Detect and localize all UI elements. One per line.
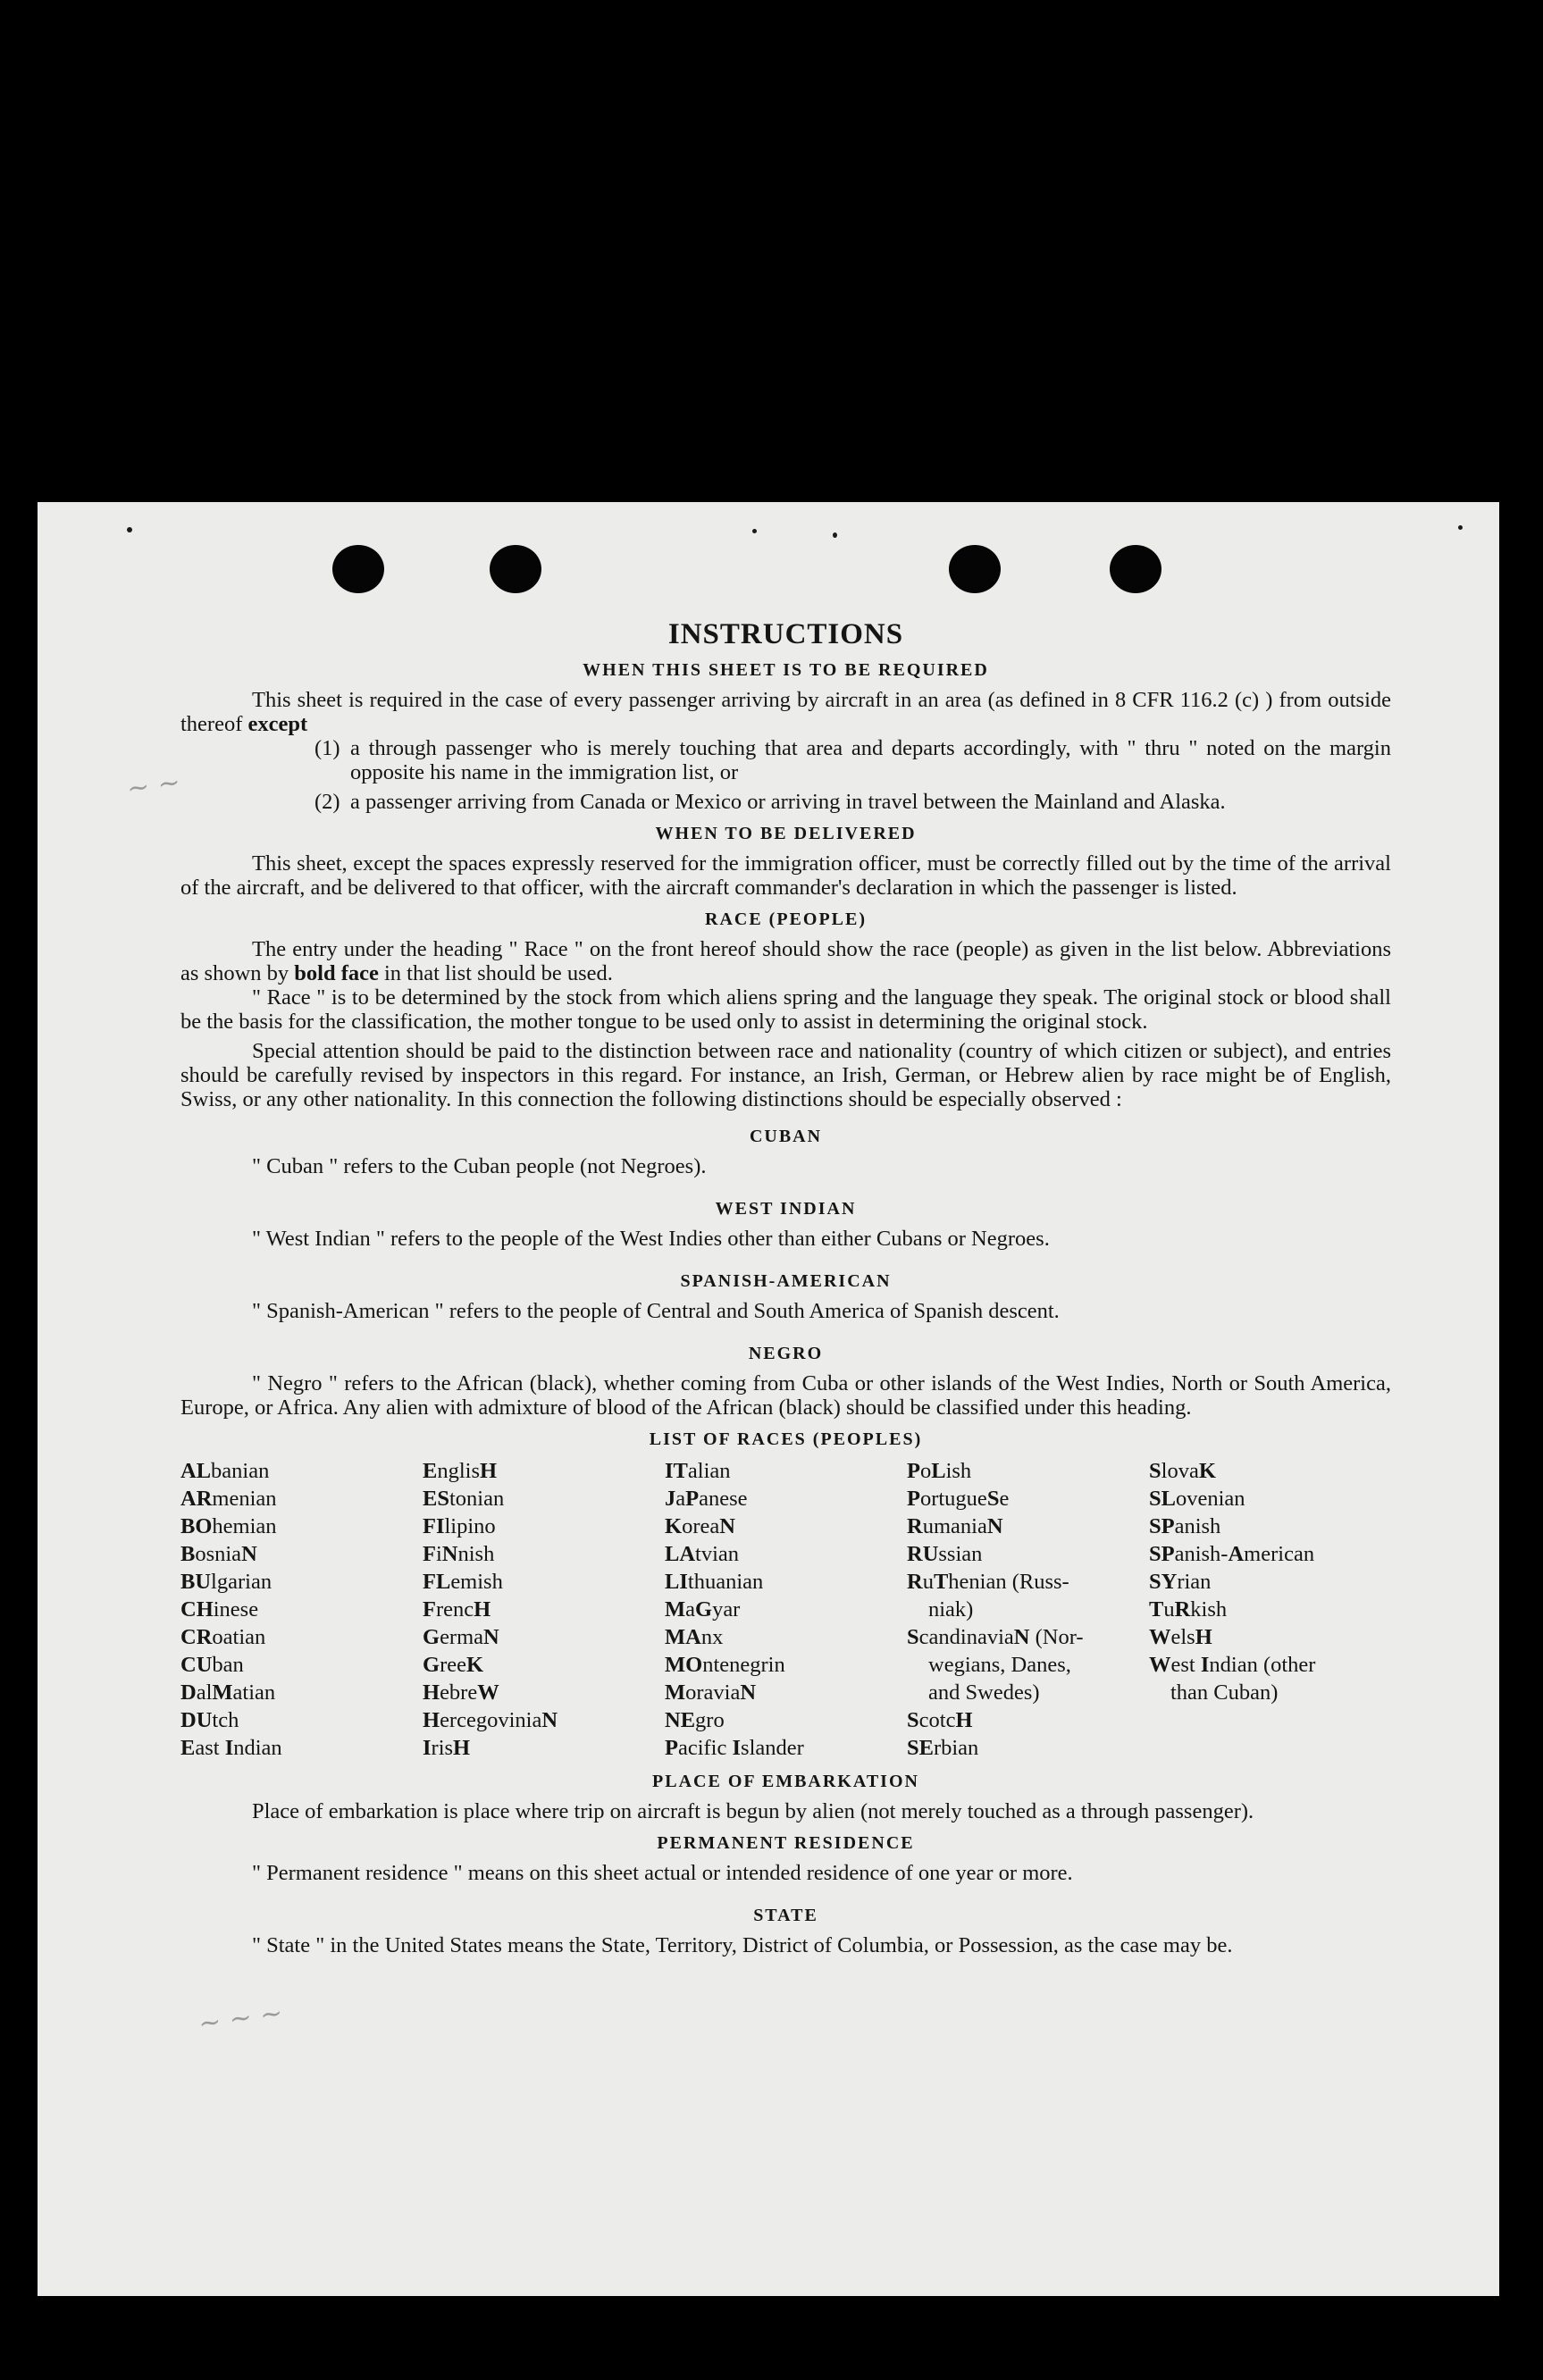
west-indian-text: " West Indian " refers to the people of the West Indies other than either Cubans or Negroes. [252, 1227, 1050, 1251]
race-entry: WelsH [1149, 1625, 1212, 1649]
race-entry-continuation: and Swedes) [928, 1680, 1040, 1705]
heading-cuban: CUBAN [749, 1127, 823, 1146]
heading-required: WHEN THIS SHEET IS TO BE REQUIRED [583, 660, 989, 680]
spanish-american-text: " Spanish-American " refers to the people of Central and South America of Spanish descent. [252, 1299, 1060, 1323]
race-entry: EnglisH [423, 1459, 498, 1483]
race-entry: RUssian [907, 1542, 983, 1566]
race-entry: RuThenian (Russ- [907, 1570, 1069, 1594]
race-entry-continuation: than Cuban) [1170, 1680, 1279, 1705]
embarkation-text: Place of embarkation is place where trip on aircraft is begun by alien (not merely touched as a through passenger). [252, 1799, 1254, 1823]
punch-hole [1110, 545, 1161, 593]
required-intro: This sheet is required in the case of every passenger arriving by aircraft in an area (as defined in 8 CFR 116.2 (c) ) from outside thereof except [180, 688, 1391, 736]
race-entry: CRoatian [180, 1625, 266, 1649]
race-entry: SErbian [907, 1736, 979, 1760]
race-entry-continuation: wegians, Danes, [928, 1653, 1071, 1677]
race-entry: DalMatian [180, 1680, 276, 1705]
instructions-body [180, 618, 1391, 1957]
page-title: INSTRUCTIONS [667, 618, 904, 650]
race-entry: East Indian [180, 1736, 282, 1760]
handwritten-margin-note: ~ ~ [124, 767, 182, 805]
race-entry: ARmenian [180, 1487, 277, 1511]
race-entry: ITalian [665, 1459, 731, 1483]
race-entry: KoreaN [665, 1514, 735, 1538]
races-list [180, 1457, 1391, 1762]
heading-spanish-american: SPANISH-AMERICAN [680, 1271, 892, 1291]
handwritten-margin-note: ~ ~ ~ [197, 1997, 285, 2041]
race-entry: GreeK [423, 1653, 484, 1677]
paper-sheet [38, 502, 1499, 2296]
race-entry: MaGyar [665, 1597, 741, 1622]
race-entry: IrisH [423, 1736, 471, 1760]
race-entry: FiNnish [423, 1542, 495, 1566]
race-entry: FrencH [423, 1597, 491, 1622]
race-entry: HebreW [423, 1680, 499, 1705]
race-entry: MoraviaN [665, 1680, 757, 1705]
race-entry: RumaniaN [907, 1514, 1003, 1538]
negro-text: " Negro " refers to the African (black), whether coming from Cuba or other islands of the West Indies, North or South America, Europe, or Africa. Any alien with admixture of blood of the African (black) should be classified under this heading. [180, 1371, 1391, 1420]
race-entry: SPanish [1149, 1514, 1221, 1538]
race-entry: BOhemian [180, 1514, 277, 1538]
race-entry: CHinese [180, 1597, 259, 1622]
race-entry: SPanish-American [1149, 1542, 1315, 1566]
race-entry-continuation: niak) [928, 1597, 974, 1622]
punch-hole [949, 545, 1001, 593]
dust-speck [127, 527, 132, 532]
race-paragraph-1: The entry under the heading " Race " on the front hereof should show the race (people) as given in the list below. Abbreviations as shown by bold face in that list should be used. [180, 937, 1391, 985]
race-entry: SYrian [1149, 1570, 1212, 1594]
race-entry: LIthuanian [665, 1570, 764, 1594]
heading-list-of-races: LIST OF RACES (PEOPLES) [649, 1429, 923, 1449]
races-column [907, 1457, 1149, 1762]
race-entry: FIlipino [423, 1514, 496, 1538]
heading-state: STATE [753, 1906, 818, 1925]
race-entry: DUtch [180, 1708, 239, 1732]
race-entry: SLovenian [1149, 1487, 1245, 1511]
state-text: " State " in the United States means the State, Territory, District of Columbia, or Possession, as the case may be. [252, 1933, 1233, 1957]
race-entry: LAtvian [665, 1542, 740, 1566]
dust-speck [752, 529, 757, 533]
heading-permanent-residence: PERMANENT RESIDENCE [657, 1833, 915, 1853]
race-entry: SlovaK [1149, 1459, 1216, 1483]
heading-race: RACE (PEOPLE) [705, 909, 867, 929]
race-entry: FLemish [423, 1570, 503, 1594]
cuban-text: " Cuban " refers to the Cuban people (not Negroes). [252, 1154, 707, 1178]
race-entry: NEgro [665, 1708, 725, 1732]
race-entry: BUlgarian [180, 1570, 273, 1594]
heading-embarkation: PLACE OF EMBARKATION [652, 1772, 919, 1791]
race-entry: EStonian [423, 1487, 505, 1511]
races-column [665, 1457, 907, 1762]
delivered-text: This sheet, except the spaces expressly reserved for the immigration officer, must be correctly filled out by the time of the arrival of the aircraft, and be delivered to that officer, with the aircraft commander's declaration in which the passenger is listed. [180, 851, 1391, 900]
race-entry: BosniaN [180, 1542, 257, 1566]
race-entry: CUban [180, 1653, 244, 1677]
heading-west-indian: WEST INDIAN [715, 1199, 857, 1219]
races-column [180, 1457, 423, 1762]
race-entry: Pacific Islander [665, 1736, 804, 1760]
exception-item-1: (1) a through passenger who is merely touching that area and departs accordingly, with " thru " noted on the margin opposite his name in the immigration list, or [314, 736, 1391, 784]
race-paragraph-2: " Race " is to be determined by the stock from which aliens spring and the language they speak. The original stock or blood shall be the basis for the classification, the mother tongue to be used only to assist in determining the original stock. [180, 985, 1391, 1034]
dust-speck [833, 532, 837, 538]
race-entry: PoLish [907, 1459, 972, 1483]
race-entry: ALbanian [180, 1459, 270, 1483]
race-entry: MAnx [665, 1625, 724, 1649]
race-entry: TuRkish [1149, 1597, 1228, 1622]
races-column [1149, 1457, 1391, 1762]
race-entry: JaPanese [665, 1487, 748, 1511]
race-entry: ScotcH [907, 1708, 973, 1732]
punch-hole [490, 545, 541, 593]
race-entry: ScandinaviaN (Nor- [907, 1625, 1084, 1649]
races-column [423, 1457, 665, 1762]
race-entry: West Indian (other [1149, 1653, 1316, 1677]
dust-speck [1458, 525, 1463, 530]
heading-delivered: WHEN TO BE DELIVERED [655, 824, 917, 843]
race-entry: GermaN [423, 1625, 499, 1649]
exception-item-2: (2) a passenger arriving from Canada or Mexico or arriving in travel between the Mainland and Alaska. [314, 790, 1226, 814]
punch-hole [332, 545, 384, 593]
permanent-residence-text: " Permanent residence " means on this sheet actual or intended residence of one year or more. [252, 1861, 1073, 1885]
race-entry: PortugueSe [907, 1487, 1010, 1511]
heading-negro: NEGRO [748, 1344, 824, 1363]
race-entry: MOntenegrin [665, 1653, 785, 1677]
race-entry: HercegoviniaN [423, 1708, 558, 1732]
race-paragraph-3: Special attention should be paid to the distinction between race and nationality (country of which citizen or subject), and entries should be carefully revised by inspectors in this regard. For instance, an Irish, German, or Hebrew alien by race might be of English, Swiss, or any other nationality. In this connection the following distinctions should be especially observed : [180, 1039, 1391, 1111]
